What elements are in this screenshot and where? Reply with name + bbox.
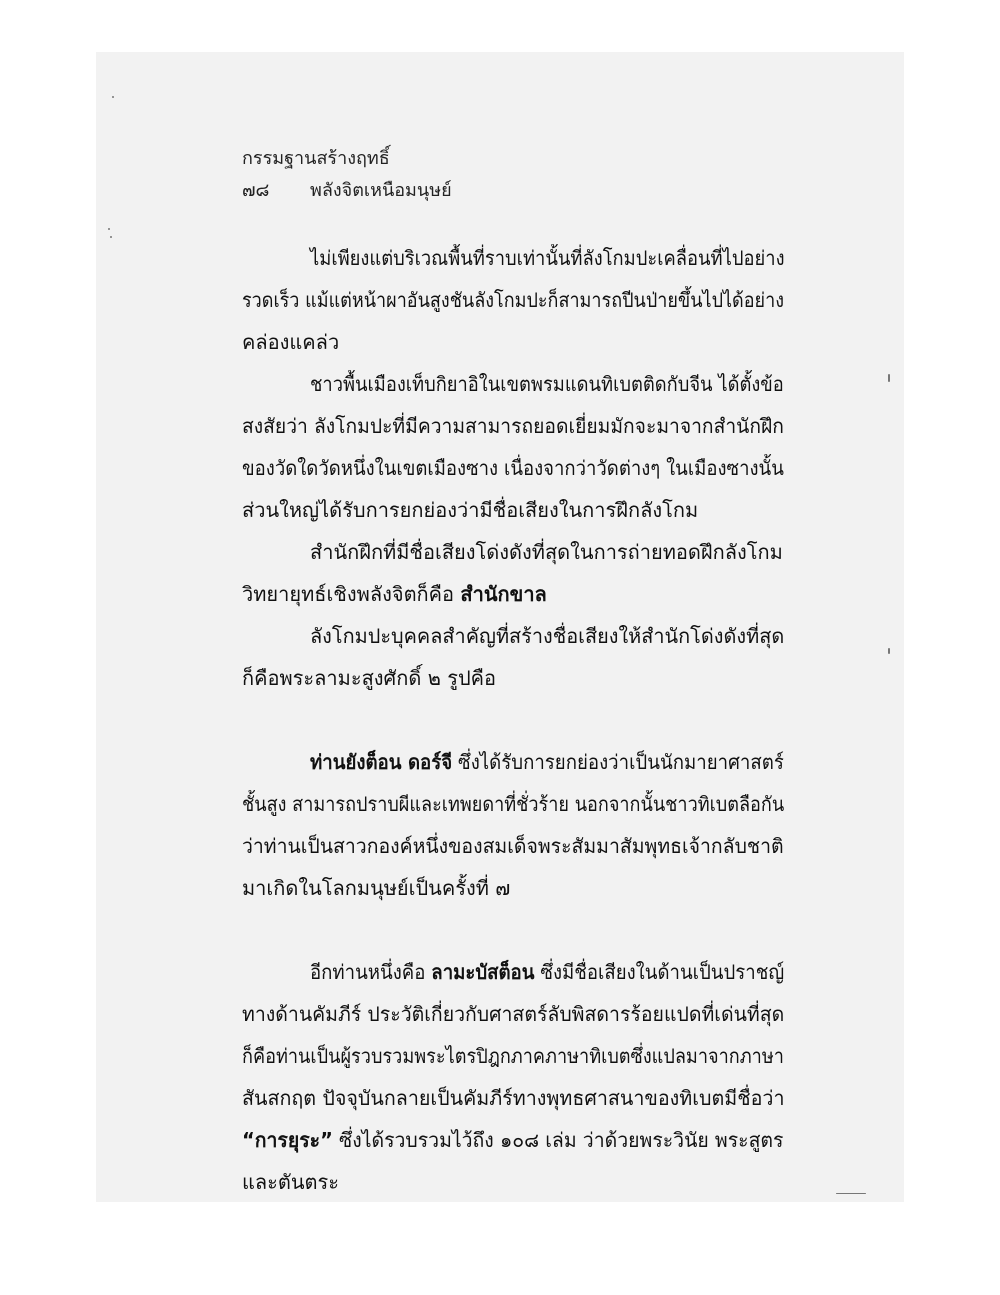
bold-term: “การยุระ” <box>242 1128 333 1152</box>
text-line: ส่วนใหญ่ได้รับการยกย่องว่ามีชื่อเสียงในการฝึกลังโกม <box>242 498 699 522</box>
scan-speck <box>888 374 890 382</box>
scan-speck <box>836 1193 866 1194</box>
text-line: อีกท่านหนึ่งคือ ลามะบัสต็อน ซึ่งมีชื่อเสียงในด้านเป็นปราชญ์ <box>310 960 785 984</box>
text-line: คล่องแคล่ว <box>242 330 340 354</box>
bold-term: ลามะบัสต็อน <box>431 960 535 984</box>
text-line: สันสกฤต ปัจจุบันกลายเป็นคัมภีร์ทางพุทธศาสนาของทิเบตมีชื่อว่า <box>242 1086 785 1110</box>
text-line: รวดเร็ว แม้แต่หน้าผาอันสูงชันลังโกมปะก็สามารถปีนป่ายขึ้นไปได้อย่าง <box>242 288 784 312</box>
text-line: สำนักฝึกที่มีชื่อเสียงโด่งดังที่สุดในการถ่ายทอดฝึกลังโกม <box>310 540 783 564</box>
text-line: วิทยายุทธ์เชิงพลังจิตก็คือ สำนักขาล <box>242 582 547 606</box>
text-line: ท่านยังต็อน ดอร์จี ซึ่งได้รับการยกย่องว่าเป็นนักมายาศาสตร์ <box>310 750 784 774</box>
text-line: ของวัดใดวัดหนึ่งในเขตเมืองซาง เนื่องจากว่าวัดต่างๆ ในเมืองซางนั้น <box>242 456 784 480</box>
text-line: สงสัยว่า ลังโกมปะที่มีความสามารถยอดเยี่ยมมักจะมาจากสำนักฝึก <box>242 414 784 438</box>
text-line: ลังโกมปะบุคคลสำคัญที่สร้างชื่อเสียงให้สำนักโด่งดังที่สุด <box>310 624 785 648</box>
text-line: ชั้นสูง สามารถปราบผีและเทพยดาที่ชั่วร้าย นอกจากนั้นชาวทิเบตลือกัน <box>242 792 785 816</box>
text-line: และตันตระ <box>242 1170 340 1194</box>
text-line: “การยุระ” ซึ่งได้รวบรวมไว้ถึง ๑๐๘ เล่ม ว่าด้วยพระวินัย พระสูตร <box>242 1128 784 1152</box>
text-line: ชาวพื้นเมืองเท็บกิยาอิในเขตพรมแดนทิเบตติดกับจีน ได้ตั้งข้อ <box>310 372 784 396</box>
scan-speck <box>108 228 110 230</box>
scan-speck <box>110 236 112 238</box>
scan-speck <box>888 648 890 654</box>
text-line: ก็คือพระลามะสูงศักดิ์ ๒ รูปคือ <box>242 666 497 690</box>
chapter-title: พลังจิตเหนือมนุษย์ <box>310 180 452 201</box>
text-line: มาเกิดในโลกมนุษย์เป็นครั้งที่ ๗ <box>242 876 511 900</box>
book-title: กรรมฐานสร้างฤทธิ์ <box>242 148 390 169</box>
text-line: ทางด้านคัมภีร์ ประวัติเกี่ยวกับศาสตร์ลับพิสดารร้อยแปดที่เด่นที่สุด <box>242 1002 785 1026</box>
page-number: ๗๘ <box>242 180 270 201</box>
text-line: ว่าท่านเป็นสาวกองค์หนึ่งของสมเด็จพระสัมมาสัมพุทธเจ้ากลับชาติ <box>242 834 784 858</box>
text-line: ก็คือท่านเป็นผู้รวบรวมพระไตรปิฎกภาคภาษาทิเบตซึ่งแปลมาจากภาษา <box>242 1044 784 1068</box>
bold-term: สำนักขาล <box>460 582 547 606</box>
bold-term: ท่านยังต็อน ดอร์จี <box>310 750 453 774</box>
text-line: ไม่เพียงแต่บริเวณพื้นที่ราบเท่านั้นที่ลังโกมปะเคลื่อนที่ไปอย่าง <box>310 246 785 270</box>
scan-speck <box>112 96 114 98</box>
